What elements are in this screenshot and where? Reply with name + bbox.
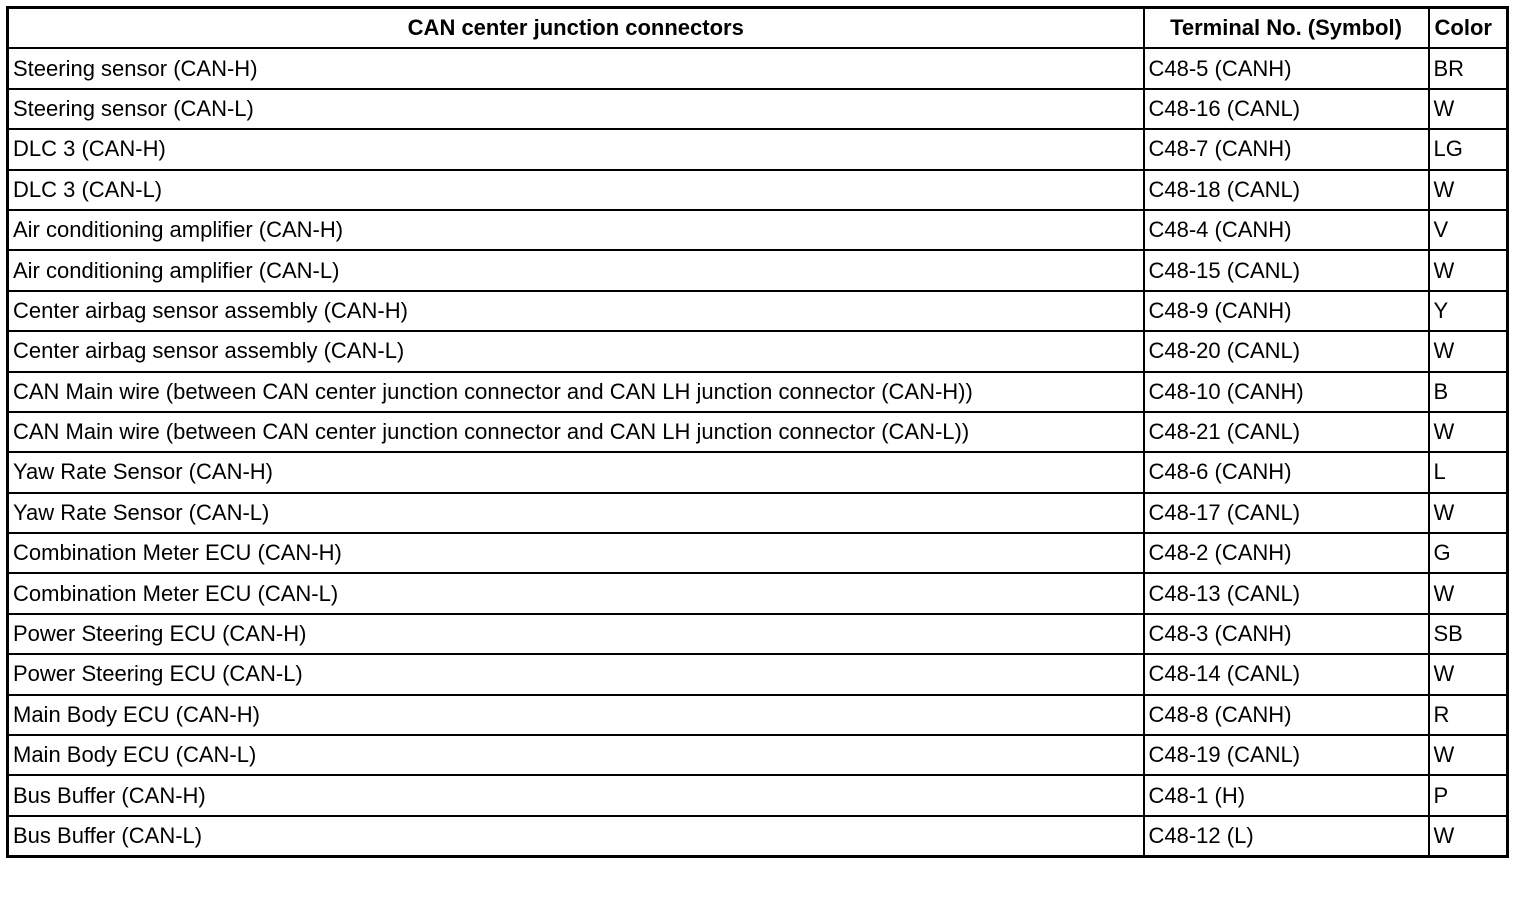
color-cell: W	[1429, 89, 1508, 129]
connector-cell: Main Body ECU (CAN-L)	[8, 735, 1144, 775]
color-cell: W	[1429, 573, 1508, 613]
table-row	[8, 372, 1508, 412]
color-cell: LG	[1429, 129, 1508, 169]
color-cell: B	[1429, 372, 1508, 412]
table-row	[8, 695, 1508, 735]
color-cell: R	[1429, 695, 1508, 735]
connector-cell: Air conditioning amplifier (CAN-H)	[8, 210, 1144, 250]
connector-cell: Steering sensor (CAN-L)	[8, 89, 1144, 129]
table-row	[8, 170, 1508, 210]
connector-cell: Center airbag sensor assembly (CAN-L)	[8, 331, 1144, 371]
color-cell: L	[1429, 452, 1508, 492]
terminal-cell: C48-12 (L)	[1144, 816, 1429, 857]
color-cell: W	[1429, 412, 1508, 452]
header-color: Color	[1429, 8, 1508, 49]
terminal-cell: C48-21 (CANL)	[1144, 412, 1429, 452]
connector-cell: Air conditioning amplifier (CAN-L)	[8, 250, 1144, 290]
terminal-cell: C48-5 (CANH)	[1144, 48, 1429, 88]
header-connectors: CAN center junction connectors	[8, 8, 1144, 49]
terminal-cell: C48-16 (CANL)	[1144, 89, 1429, 129]
can-connector-table	[6, 6, 1509, 858]
table-row	[8, 775, 1508, 815]
color-cell: W	[1429, 816, 1508, 857]
table-row	[8, 129, 1508, 169]
table-row	[8, 614, 1508, 654]
connector-cell: Power Steering ECU (CAN-H)	[8, 614, 1144, 654]
connector-cell: Bus Buffer (CAN-H)	[8, 775, 1144, 815]
table-row	[8, 291, 1508, 331]
terminal-cell: C48-4 (CANH)	[1144, 210, 1429, 250]
table-row	[8, 533, 1508, 573]
color-cell: SB	[1429, 614, 1508, 654]
table-row	[8, 331, 1508, 371]
terminal-cell: C48-19 (CANL)	[1144, 735, 1429, 775]
table-row	[8, 210, 1508, 250]
table-row	[8, 735, 1508, 775]
terminal-cell: C48-7 (CANH)	[1144, 129, 1429, 169]
table-row	[8, 250, 1508, 290]
table-row	[8, 89, 1508, 129]
connector-cell: DLC 3 (CAN-H)	[8, 129, 1144, 169]
color-cell: G	[1429, 533, 1508, 573]
connector-cell: Steering sensor (CAN-H)	[8, 48, 1144, 88]
connector-cell: CAN Main wire (between CAN center junction connector and CAN LH junction connector (CAN-L))	[8, 412, 1144, 452]
table-header-row	[8, 8, 1508, 49]
header-terminal-no: Terminal No. (Symbol)	[1144, 8, 1429, 49]
color-cell: V	[1429, 210, 1508, 250]
color-cell: W	[1429, 654, 1508, 694]
terminal-cell: C48-2 (CANH)	[1144, 533, 1429, 573]
connector-cell: Yaw Rate Sensor (CAN-H)	[8, 452, 1144, 492]
terminal-cell: C48-8 (CANH)	[1144, 695, 1429, 735]
terminal-cell: C48-18 (CANL)	[1144, 170, 1429, 210]
color-cell: W	[1429, 250, 1508, 290]
terminal-cell: C48-17 (CANL)	[1144, 493, 1429, 533]
table-row	[8, 48, 1508, 88]
connector-cell: Combination Meter ECU (CAN-H)	[8, 533, 1144, 573]
table-row	[8, 573, 1508, 613]
color-cell: W	[1429, 493, 1508, 533]
connector-table-container	[6, 6, 1509, 858]
terminal-cell: C48-20 (CANL)	[1144, 331, 1429, 371]
terminal-cell: C48-1 (H)	[1144, 775, 1429, 815]
connector-cell: Yaw Rate Sensor (CAN-L)	[8, 493, 1144, 533]
color-cell: Y	[1429, 291, 1508, 331]
connector-cell: Combination Meter ECU (CAN-L)	[8, 573, 1144, 613]
connector-cell: DLC 3 (CAN-L)	[8, 170, 1144, 210]
color-cell: W	[1429, 735, 1508, 775]
terminal-cell: C48-13 (CANL)	[1144, 573, 1429, 613]
terminal-cell: C48-14 (CANL)	[1144, 654, 1429, 694]
table-row	[8, 654, 1508, 694]
connector-cell: Main Body ECU (CAN-H)	[8, 695, 1144, 735]
terminal-cell: C48-3 (CANH)	[1144, 614, 1429, 654]
terminal-cell: C48-10 (CANH)	[1144, 372, 1429, 412]
connector-cell: CAN Main wire (between CAN center junction connector and CAN LH junction connector (CAN-H))	[8, 372, 1144, 412]
table-row	[8, 412, 1508, 452]
color-cell: BR	[1429, 48, 1508, 88]
table-row	[8, 493, 1508, 533]
terminal-cell: C48-15 (CANL)	[1144, 250, 1429, 290]
color-cell: W	[1429, 331, 1508, 371]
connector-cell: Bus Buffer (CAN-L)	[8, 816, 1144, 857]
table-row	[8, 452, 1508, 492]
connector-cell: Center airbag sensor assembly (CAN-H)	[8, 291, 1144, 331]
color-cell: P	[1429, 775, 1508, 815]
connector-cell: Power Steering ECU (CAN-L)	[8, 654, 1144, 694]
terminal-cell: C48-6 (CANH)	[1144, 452, 1429, 492]
color-cell: W	[1429, 170, 1508, 210]
terminal-cell: C48-9 (CANH)	[1144, 291, 1429, 331]
table-row	[8, 816, 1508, 857]
